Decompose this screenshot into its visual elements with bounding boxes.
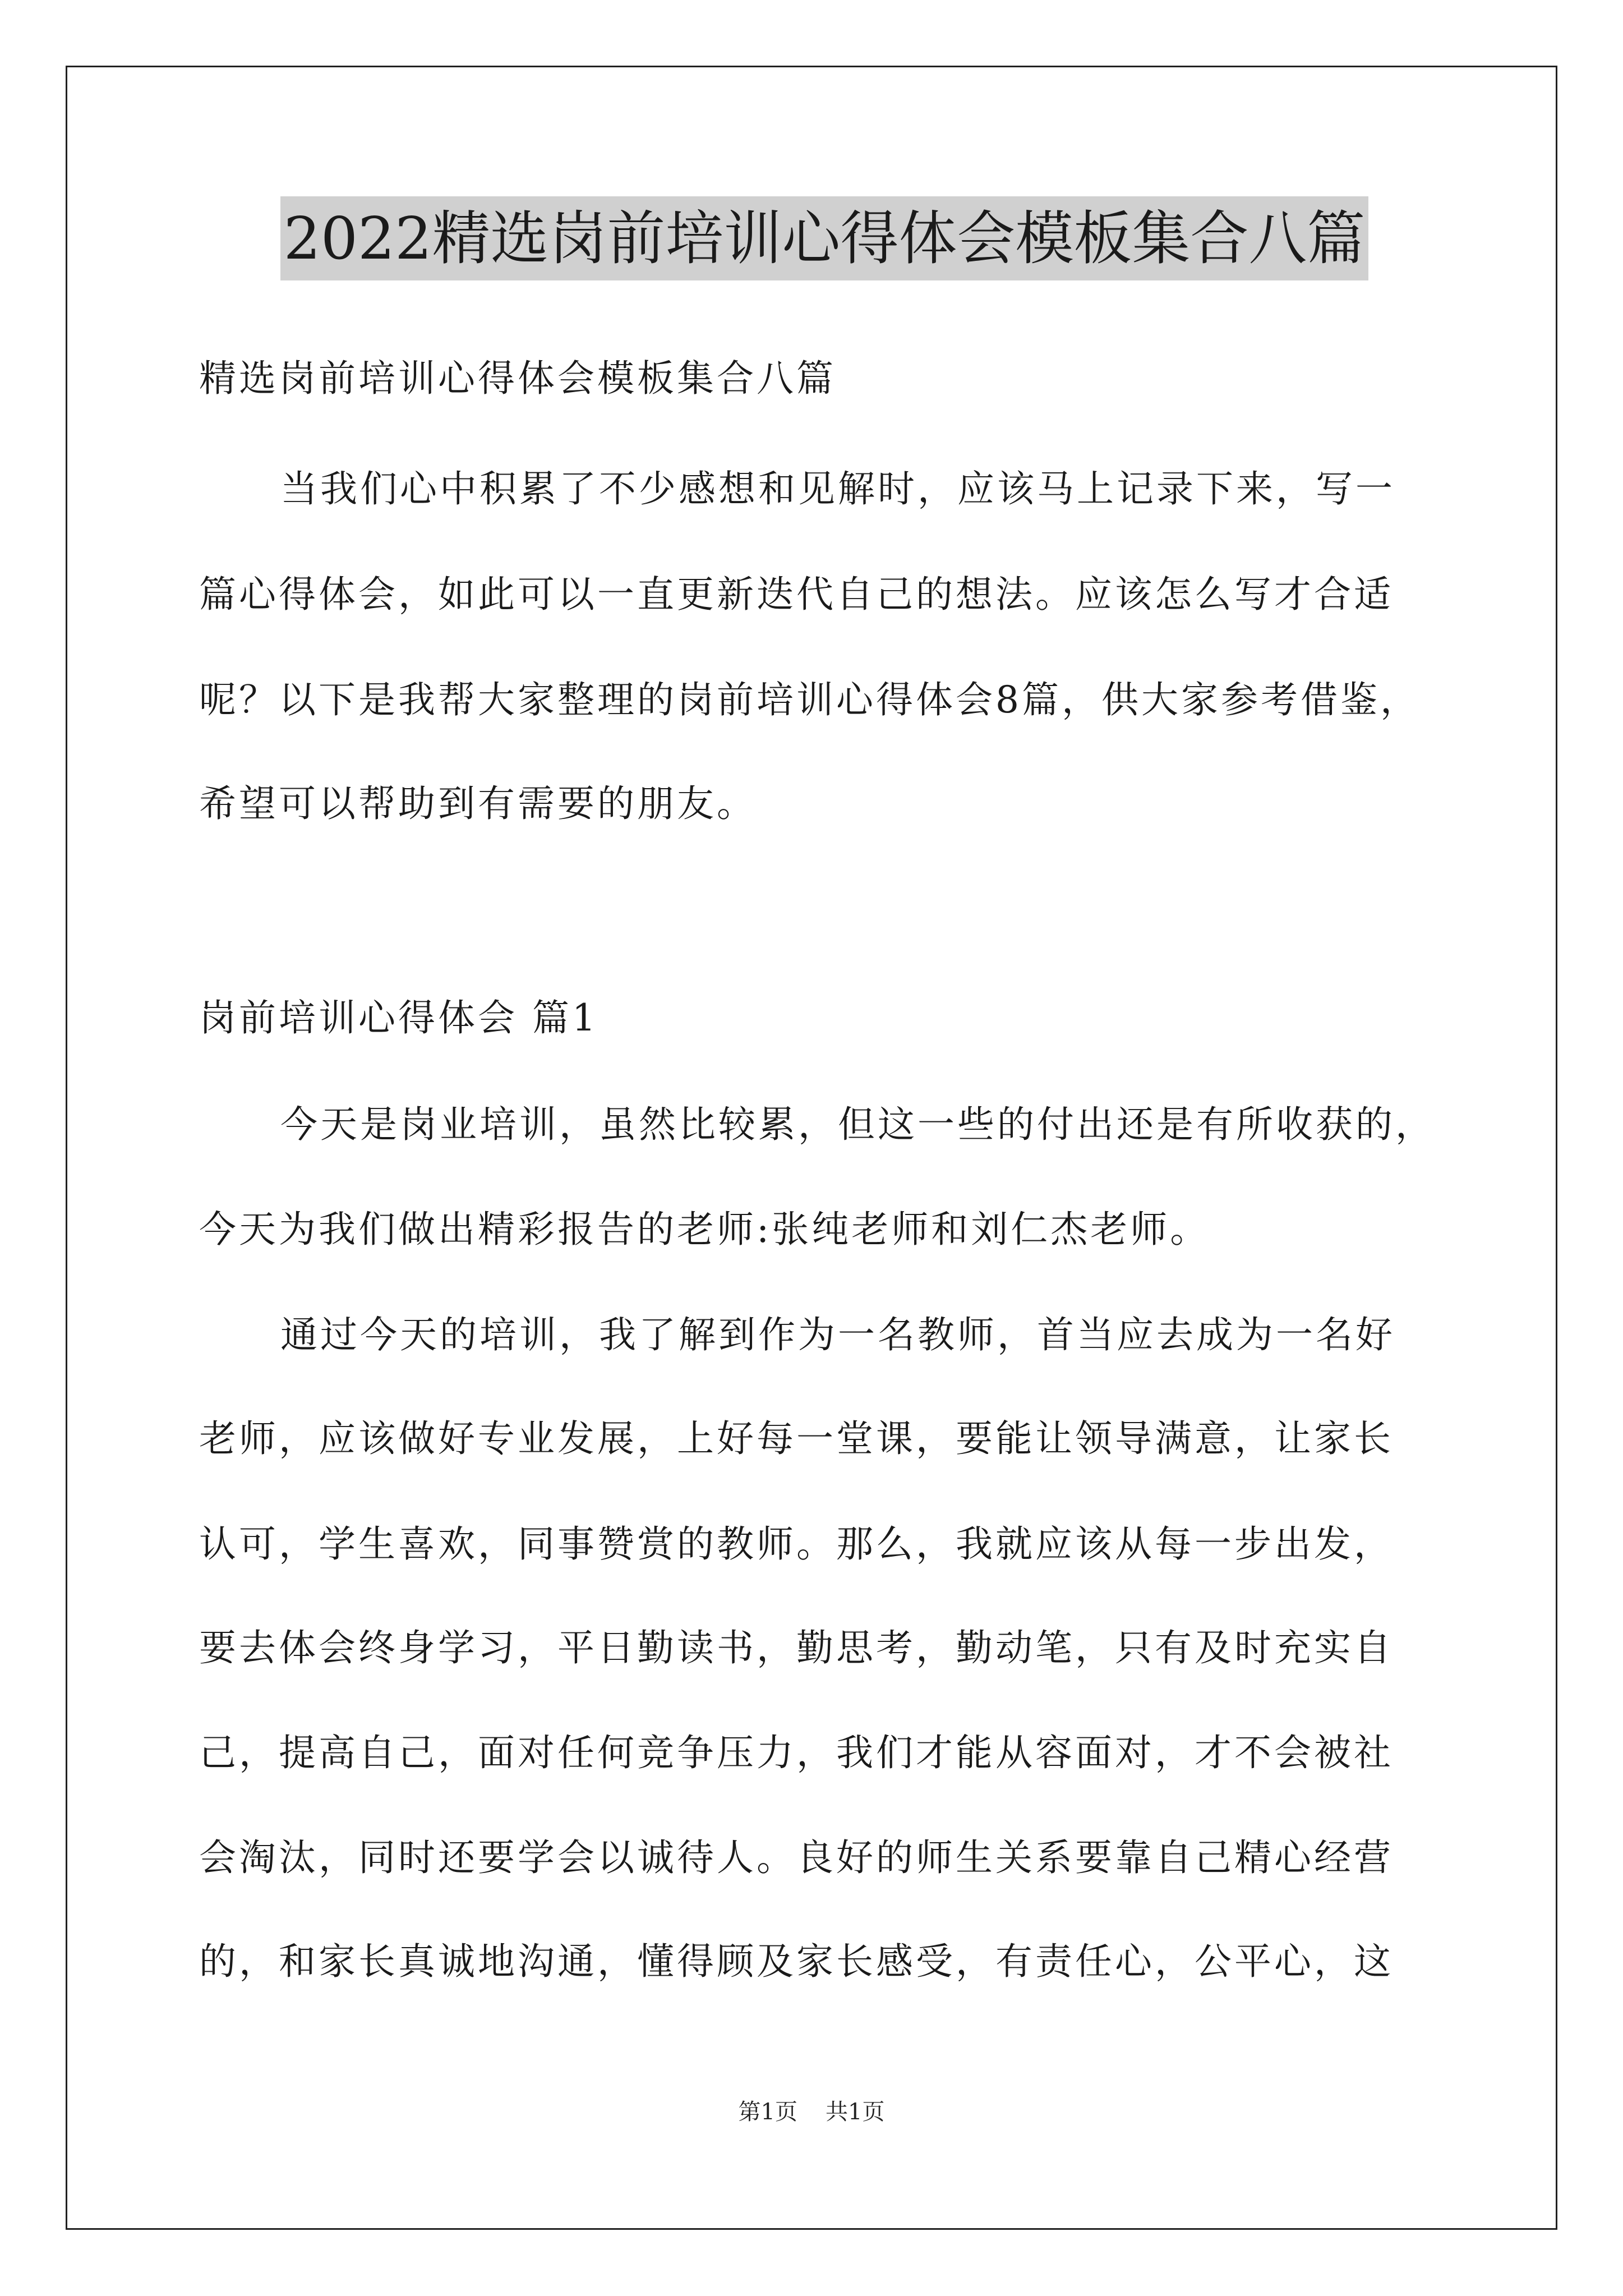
paragraph-line: 今天是岗业培训，虽然比较累，但这一些的付出还是有所收获的，	[280, 1103, 1435, 1146]
intro-line: 希望可以帮助到有需要的朋友。	[199, 782, 757, 825]
intro-line: 当我们心中积累了不少感想和见解时，应该马上记录下来，写一	[280, 467, 1395, 510]
intro-line: 篇心得体会，如此可以一直更新迭代自己的想法。应该怎么写才合适	[199, 573, 1394, 616]
paragraph-line: 己，提高自己，面对任何竞争压力，我们才能从容面对，才不会被社	[199, 1731, 1394, 1774]
title-container	[199, 196, 1450, 280]
page-total: 共1页	[826, 2099, 885, 2125]
paragraph-line: 的，和家长真诚地沟通，懂得顾及家长感受，有责任心，公平心，这	[199, 1940, 1394, 1983]
intro-line: 呢？以下是我帮大家整理的岗前培训心得体会8篇，供大家参考借鉴，	[199, 678, 1420, 721]
document-title: 2022精选岗前培训心得体会模板集合八篇	[280, 196, 1369, 280]
page-number: 第1页	[738, 2099, 797, 2125]
paragraph-line: 老师，应该做好专业发展，上好每一堂课，要能让领导满意，让家长	[199, 1417, 1394, 1460]
paragraph-line: 会淘汰，同时还要学会以诚待人。良好的师生关系要靠自己精心经营	[199, 1836, 1394, 1879]
page-footer	[0, 2095, 1623, 2129]
paragraph-line: 要去体会终身学习，平日勤读书，勤思考，勤动笔，只有及时充实自	[199, 1626, 1394, 1669]
section-heading: 岗前培训心得体会 篇1	[199, 996, 598, 1039]
paragraph-line: 通过今天的培训，我了解到作为一名教师，首当应去成为一名好	[280, 1313, 1395, 1356]
paragraph-line: 认可，学生喜欢，同事赞赏的教师。那么，我就应该从每一步出发，	[199, 1522, 1394, 1566]
document-subtitle: 精选岗前培训心得体会模板集合八篇	[199, 357, 836, 400]
paragraph-line: 今天为我们做出精彩报告的老师:张纯老师和刘仁杰老师。	[199, 1208, 1210, 1251]
